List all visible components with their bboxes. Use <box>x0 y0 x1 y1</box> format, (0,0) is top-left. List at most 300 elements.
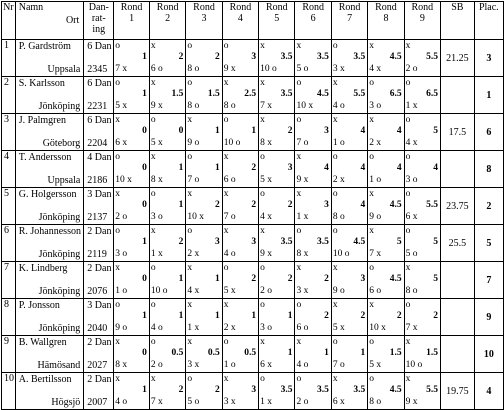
round-color: x <box>369 115 375 125</box>
header-town: Ort <box>65 15 80 26</box>
round-cumulative-score: 3.5 <box>353 385 366 395</box>
round-result-cell <box>295 225 331 262</box>
round-result-cell <box>186 299 222 336</box>
round-color: x <box>332 374 338 384</box>
round-opponent: 10 o <box>405 360 423 370</box>
round-color: o <box>405 78 411 88</box>
player-cell <box>15 373 84 410</box>
round-cumulative-score: 2 <box>324 274 329 284</box>
round-result-cell <box>331 262 367 299</box>
player-town: Hämösand <box>37 360 81 371</box>
round-color: o <box>150 300 156 310</box>
round-result-cell <box>404 299 440 336</box>
round-color: o <box>332 41 338 51</box>
round-opponent: 1 o <box>369 175 382 185</box>
round-cumulative-score: 5.5 <box>426 200 439 210</box>
round-color: o <box>223 115 229 125</box>
round-opponent: 7 x <box>405 323 418 333</box>
sb-score <box>441 77 475 114</box>
round-result-cell <box>404 262 440 299</box>
round-result-cell <box>222 373 258 410</box>
sb-score: 17.5 <box>441 114 475 151</box>
round-result-cell <box>259 373 295 410</box>
round-color: o <box>150 115 156 125</box>
round-cumulative-score: 6.5 <box>426 89 439 99</box>
round-opponent: 10 o <box>223 138 241 148</box>
round-cumulative-score: 4.5 <box>389 52 402 62</box>
round-cumulative-score: 2 <box>287 274 293 284</box>
round-result-cell <box>368 262 404 299</box>
round-opponent: 6 o <box>150 64 163 74</box>
player-rating: 2204 <box>87 138 108 149</box>
rating-cell <box>84 151 114 188</box>
round-result-cell <box>368 77 404 114</box>
round-result-cell <box>114 40 150 77</box>
round-opponent: 4 x <box>369 64 382 74</box>
round-opponent: 8 o <box>405 286 418 296</box>
round-cumulative-score: 1 <box>214 163 220 173</box>
player-rating: 2007 <box>87 397 108 408</box>
player-dan: 3 Dan <box>87 300 112 311</box>
round-opponent: 3 o <box>369 101 382 111</box>
rating-cell <box>84 336 114 373</box>
header-round-9 <box>404 2 440 40</box>
round-result-cell <box>259 336 295 373</box>
player-dan: 2 Dan <box>87 374 112 385</box>
round-color: x <box>369 300 375 310</box>
round-cumulative-score: 2 <box>251 163 257 173</box>
round-color: o <box>332 152 338 162</box>
round-color: o <box>369 374 375 384</box>
round-color: x <box>223 152 229 162</box>
sb-score <box>441 262 475 299</box>
header-round-2 <box>149 2 185 40</box>
round-opponent: 6 x <box>260 360 272 370</box>
round-result-cell <box>331 40 367 77</box>
round-opponent: 10 x <box>115 175 132 185</box>
round-color: x <box>332 78 338 88</box>
round-result-cell <box>186 225 222 262</box>
round-opponent: 1 o <box>115 286 128 296</box>
player-rating: 2137 <box>87 212 108 223</box>
placement: 1 <box>474 77 503 114</box>
round-color: o <box>260 263 265 273</box>
placement: 6 <box>474 114 503 151</box>
round-color: x <box>223 300 229 310</box>
round-result-cell <box>114 225 150 262</box>
round-opponent: 4 o <box>223 249 236 259</box>
round-cumulative-score: 0 <box>142 200 147 210</box>
table-row <box>2 336 504 373</box>
round-color: x <box>115 374 121 384</box>
player-town: Jönköping <box>38 286 81 297</box>
round-opponent: 10 x <box>369 323 386 333</box>
player-nr: 7 <box>2 262 16 299</box>
round-cumulative-score: 4.5 <box>353 237 366 247</box>
header-round-number: 4 <box>237 13 243 24</box>
round-result-cell <box>222 225 258 262</box>
round-result-cell <box>295 188 331 225</box>
round-cumulative-score: 5.5 <box>353 89 366 99</box>
round-cumulative-score: 2 <box>287 200 293 210</box>
header-round-number: 5 <box>274 13 280 24</box>
header-round-5 <box>259 2 295 40</box>
round-opponent: 8 x <box>115 360 128 370</box>
round-cumulative-score: 1 <box>251 126 257 136</box>
round-cumulative-score: 1 <box>287 311 293 321</box>
placement: 10 <box>474 336 503 373</box>
round-cumulative-score: 3 <box>214 237 220 247</box>
round-cumulative-score: 2 <box>214 200 220 210</box>
player-town: Jönköping <box>38 101 81 112</box>
round-color: o <box>405 152 411 162</box>
header-rating-line: rat- <box>91 13 106 24</box>
round-opponent: 5 x <box>115 101 128 111</box>
round-color: x <box>115 115 121 125</box>
player-name: K. Lindberg <box>18 263 68 274</box>
round-opponent: 9 x <box>405 397 418 407</box>
round-color: o <box>296 374 302 384</box>
round-cumulative-score: 2 <box>360 311 366 321</box>
round-opponent: 7 o <box>332 360 345 370</box>
header-row <box>2 2 504 40</box>
round-color: o <box>115 226 121 236</box>
round-color: o <box>369 337 375 347</box>
placement: 8 <box>474 151 503 188</box>
round-opponent: 3 o <box>405 175 418 185</box>
round-color: x <box>187 115 193 125</box>
player-cell <box>15 40 84 77</box>
round-opponent: 8 x <box>260 138 272 148</box>
round-color: x <box>150 78 156 88</box>
header-round-7 <box>331 2 367 40</box>
round-opponent: 5 x <box>369 360 382 370</box>
round-color: x <box>260 337 265 347</box>
round-opponent: 4 o <box>296 360 309 370</box>
round-cumulative-score: 3.5 <box>280 385 293 395</box>
player-cell <box>15 77 84 114</box>
round-opponent: 1 o <box>332 138 345 148</box>
placement: 7 <box>474 262 503 299</box>
round-result-cell <box>149 262 185 299</box>
round-opponent: 9 o <box>187 138 200 148</box>
round-color: x <box>150 226 156 236</box>
round-result-cell <box>149 114 185 151</box>
round-cumulative-score: 5.5 <box>426 385 439 395</box>
round-opponent: 3 o <box>260 323 272 333</box>
round-opponent: 1 x <box>296 212 309 222</box>
round-result-cell <box>368 40 404 77</box>
player-nr: 1 <box>2 40 16 77</box>
round-result-cell <box>331 151 367 188</box>
round-opponent: 7 o <box>223 212 236 222</box>
round-cumulative-score: 3 <box>287 163 293 173</box>
player-rating: 2345 <box>87 64 108 75</box>
round-opponent: 1 o <box>223 360 236 370</box>
player-town: Högsjö <box>51 397 81 408</box>
round-opponent: 6 o <box>223 175 236 185</box>
round-cumulative-score: 2 <box>396 311 402 321</box>
header-round-label: Rond <box>338 2 361 13</box>
round-cumulative-score: 3 <box>251 52 257 62</box>
sb-score <box>441 336 475 373</box>
round-result-cell <box>295 77 331 114</box>
round-opponent: 5 o <box>405 249 418 259</box>
round-opponent: 3 x <box>332 64 345 74</box>
round-cumulative-score: 2 <box>178 237 184 247</box>
round-result-cell <box>149 40 185 77</box>
round-color: o <box>150 263 156 273</box>
player-dan: 2 Dan <box>87 226 112 237</box>
player-dan: 6 Dan <box>87 115 112 126</box>
round-cumulative-score: 1 <box>178 163 184 173</box>
rating-cell <box>84 40 114 77</box>
round-opponent: 4 x <box>260 212 272 222</box>
round-color: x <box>150 374 156 384</box>
round-opponent: 5 x <box>260 175 272 185</box>
round-cumulative-score: 3.5 <box>353 52 366 62</box>
placement: 2 <box>474 188 503 225</box>
player-cell <box>15 151 84 188</box>
player-dan: 2 Dan <box>87 263 112 274</box>
sb-score: 19.75 <box>441 373 475 410</box>
round-color: x <box>187 337 193 347</box>
round-opponent: 3 x <box>223 397 236 407</box>
round-result-cell <box>186 262 222 299</box>
round-opponent: 4 x <box>405 138 418 148</box>
table-row <box>2 225 504 262</box>
round-cumulative-score: 4 <box>396 126 402 136</box>
player-nr: 2 <box>2 77 16 114</box>
round-color: o <box>405 226 411 236</box>
round-color: x <box>369 226 375 236</box>
header-round-1 <box>114 2 150 40</box>
round-color: x <box>260 78 265 88</box>
round-opponent: 3 x <box>296 286 309 296</box>
round-result-cell <box>368 373 404 410</box>
player-name: G. Holgersson <box>18 189 77 200</box>
round-opponent: 4 o <box>332 101 345 111</box>
round-result-cell <box>149 299 185 336</box>
round-result-cell <box>149 373 185 410</box>
round-opponent: 9 o <box>369 212 382 222</box>
round-result-cell <box>114 151 150 188</box>
round-color: o <box>405 300 411 310</box>
round-color: o <box>187 152 193 162</box>
header-nr: Nr <box>2 2 16 40</box>
round-cumulative-score: 2 <box>287 126 293 136</box>
player-dan: 6 Dan <box>87 41 112 52</box>
round-color: o <box>187 41 193 51</box>
round-opponent: 2 x <box>187 249 200 259</box>
round-cumulative-score: 1 <box>251 311 257 321</box>
round-result-cell <box>404 77 440 114</box>
round-result-cell <box>259 151 295 188</box>
player-town: Uppsala <box>47 175 81 186</box>
round-color: x <box>260 41 265 51</box>
round-color: x <box>187 263 193 273</box>
round-cumulative-score: 1.5 <box>207 89 220 99</box>
round-cumulative-score: 2 <box>214 52 220 62</box>
player-nr: 5 <box>2 188 16 225</box>
round-color: o <box>296 300 302 310</box>
round-cumulative-score: 3.5 <box>317 237 329 247</box>
player-nr: 6 <box>2 225 16 262</box>
round-cumulative-score: 4.5 <box>317 89 329 99</box>
round-result-cell <box>259 188 295 225</box>
round-cumulative-score: 1 <box>214 311 220 321</box>
round-opponent: 2 x <box>332 175 345 185</box>
round-color: x <box>332 263 338 273</box>
placement: 4 <box>474 373 503 410</box>
header-round-4 <box>222 2 258 40</box>
round-color: o <box>260 300 265 310</box>
round-cumulative-score: 1 <box>142 311 147 321</box>
player-name: J. Palmgren <box>18 115 66 126</box>
round-color: o <box>187 226 193 236</box>
round-result-cell <box>295 151 331 188</box>
round-cumulative-score: 1 <box>324 348 329 358</box>
round-opponent: 2 x <box>223 323 236 333</box>
round-color: o <box>332 226 338 236</box>
round-color: x <box>187 189 193 199</box>
player-dan: 6 Dan <box>87 78 112 89</box>
round-opponent: 7 x <box>150 397 163 407</box>
header-round-label: Rond <box>411 2 434 13</box>
header-round-label: Rond <box>120 2 143 13</box>
table-row <box>2 114 504 151</box>
player-town: Jönköping <box>38 323 81 334</box>
round-result-cell <box>186 151 222 188</box>
round-cumulative-score: 0 <box>142 126 147 136</box>
standings-table <box>1 1 504 410</box>
round-cumulative-score: 0.5 <box>244 348 257 358</box>
round-opponent: 9 x <box>260 249 272 259</box>
round-opponent: 8 o <box>223 101 236 111</box>
round-result-cell <box>186 40 222 77</box>
round-opponent: 1 x <box>150 249 163 259</box>
round-cumulative-score: 1 <box>178 200 184 210</box>
round-opponent: 7 o <box>187 175 200 185</box>
round-color: x <box>260 115 265 125</box>
round-result-cell <box>368 188 404 225</box>
round-opponent: 10 o <box>332 249 350 259</box>
round-opponent: 2 o <box>150 360 163 370</box>
table-row <box>2 373 504 410</box>
round-result-cell <box>222 114 258 151</box>
player-cell <box>15 336 84 373</box>
player-rating: 2231 <box>87 101 108 112</box>
header-round-number: 2 <box>165 13 171 24</box>
round-result-cell <box>222 151 258 188</box>
round-color: o <box>223 41 229 51</box>
round-color: x <box>296 152 302 162</box>
player-rating: 2119 <box>87 249 107 260</box>
placement: 3 <box>474 40 503 77</box>
round-color: x <box>150 152 156 162</box>
sb-score <box>441 151 475 188</box>
round-result-cell <box>114 114 150 151</box>
round-cumulative-score: 3.5 <box>317 52 329 62</box>
player-rating: 2076 <box>87 286 108 297</box>
player-name: A. Bertilsson <box>18 374 72 385</box>
player-dan: 4 Dan <box>87 152 112 163</box>
round-opponent: 7 x <box>369 249 382 259</box>
header-round-number: 7 <box>347 13 353 24</box>
round-result-cell <box>368 114 404 151</box>
round-opponent: 8 o <box>187 64 200 74</box>
round-result-cell <box>404 188 440 225</box>
round-cumulative-score: 4 <box>433 163 439 173</box>
rating-cell <box>84 188 114 225</box>
round-cumulative-score: 1 <box>178 274 184 284</box>
round-result-cell <box>149 151 185 188</box>
round-color: x <box>369 41 375 51</box>
round-opponent: 4 o <box>115 397 128 407</box>
table-body <box>2 2 504 410</box>
round-color: o <box>115 78 121 88</box>
round-color: o <box>369 263 375 273</box>
header-round-label: Rond <box>156 2 179 13</box>
round-cumulative-score: 4 <box>360 126 366 136</box>
round-color: o <box>223 337 229 347</box>
round-color: o <box>369 78 375 88</box>
round-color: x <box>115 337 121 347</box>
round-result-cell <box>295 336 331 373</box>
player-name: P. Jonsson <box>18 300 60 311</box>
placement: 5 <box>474 225 503 262</box>
round-result-cell <box>404 114 440 151</box>
round-result-cell <box>149 225 185 262</box>
round-cumulative-score: 1 <box>214 274 220 284</box>
round-color: x <box>405 263 411 273</box>
player-nr: 8 <box>2 299 16 336</box>
header-round-number: 1 <box>129 13 135 24</box>
round-cumulative-score: 4.5 <box>389 200 402 210</box>
round-color: x <box>223 226 229 236</box>
player-nr: 3 <box>2 114 16 151</box>
round-result-cell <box>404 151 440 188</box>
round-cumulative-score: 3 <box>324 200 329 210</box>
header-round-number: 8 <box>383 13 389 24</box>
round-cumulative-score: 2 <box>178 385 184 395</box>
player-town: Göteborg <box>42 138 81 149</box>
round-result-cell <box>404 40 440 77</box>
sb-score: 25.5 <box>441 225 475 262</box>
round-cumulative-score: 2.5 <box>244 89 257 99</box>
round-color: x <box>150 41 156 51</box>
round-result-cell <box>222 40 258 77</box>
header-round-number: 9 <box>419 13 425 24</box>
round-result-cell <box>114 336 150 373</box>
round-cumulative-score: 4 <box>396 163 402 173</box>
header-name-town <box>15 2 84 40</box>
player-name: T. Andersson <box>18 152 72 163</box>
player-town: Jönköping <box>38 249 81 260</box>
round-result-cell <box>114 188 150 225</box>
round-cumulative-score: 1 <box>360 348 366 358</box>
round-opponent: 3 o <box>115 249 128 259</box>
round-cumulative-score: 3 <box>251 237 257 247</box>
round-result-cell <box>259 299 295 336</box>
round-result-cell <box>259 40 295 77</box>
round-cumulative-score: 4 <box>360 163 366 173</box>
round-result-cell <box>368 225 404 262</box>
round-result-cell <box>331 225 367 262</box>
round-opponent: 6 o <box>296 323 309 333</box>
round-color: o <box>187 78 193 88</box>
header-rating-line: ing <box>92 24 106 35</box>
